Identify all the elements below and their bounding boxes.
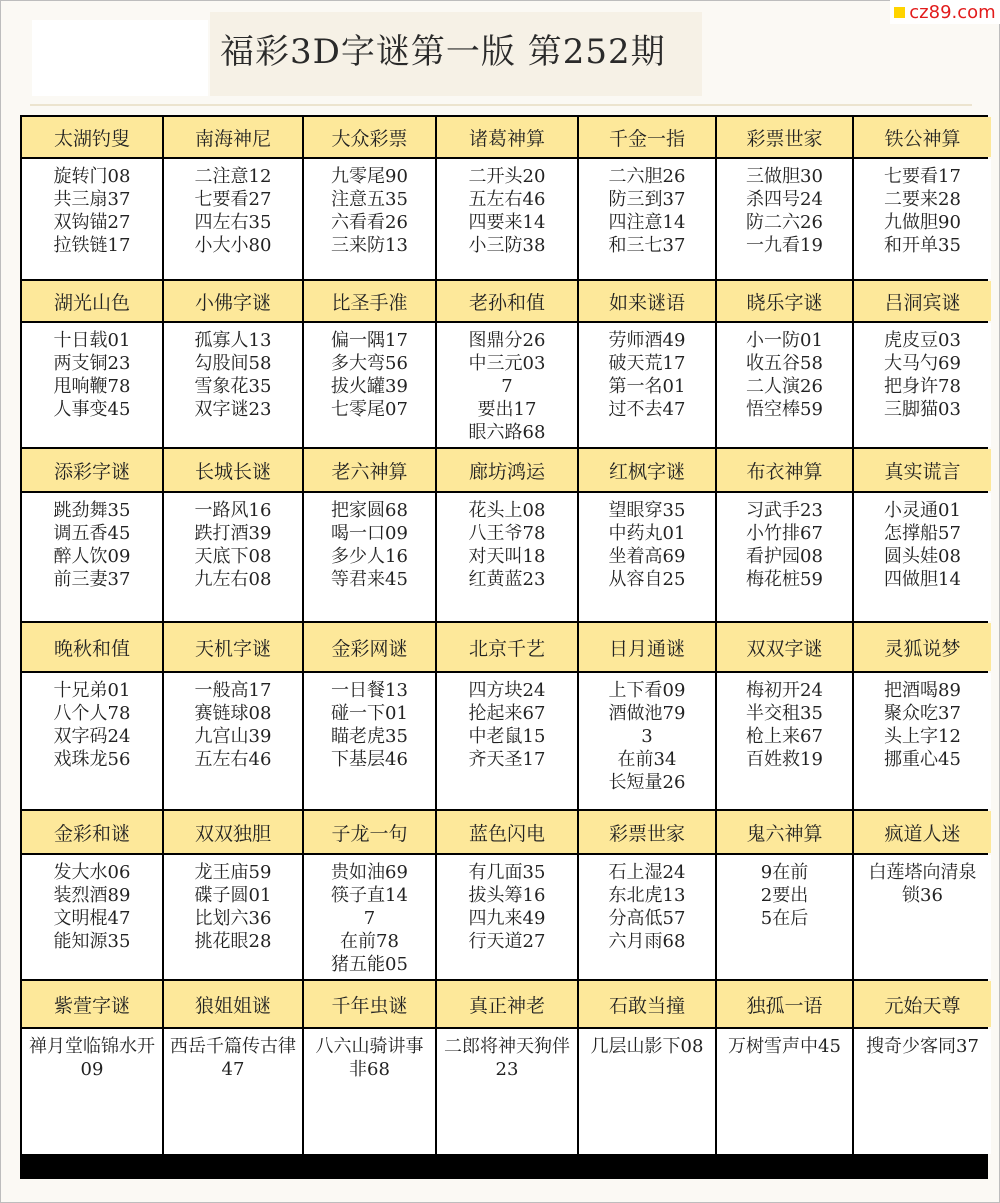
riddle-line: 望眼穿35: [608, 500, 686, 521]
riddle-header: 晓乐字谜: [717, 281, 852, 321]
riddle-line: 习武手23: [746, 500, 823, 521]
riddle-line: 六月雨68: [608, 931, 686, 952]
riddle-header: 如来谜语: [579, 281, 715, 321]
riddle-header: 吕洞宾谜: [854, 281, 991, 321]
riddle-line: 多大弯56: [331, 353, 408, 374]
riddle-line: 三做胆30: [746, 166, 823, 187]
riddle-header: 千年虫谜: [304, 981, 435, 1027]
riddle-cell: [164, 323, 302, 447]
riddle-header: 灵狐说梦: [854, 623, 991, 671]
riddle-cell: [579, 1029, 715, 1154]
riddle-header: 疯道人迷: [854, 811, 991, 853]
riddle-line: 贵如油69: [331, 862, 408, 883]
riddle-line: 赛链球08: [194, 703, 272, 724]
riddle-line: 聚众吃37: [884, 703, 961, 724]
riddle-line: 搜奇少客同37: [866, 1036, 979, 1057]
riddle-line: 小大小80: [194, 235, 272, 256]
riddle-header: 大众彩票: [304, 117, 435, 157]
riddle-line: 装烈酒89: [53, 885, 131, 906]
riddle-line: 二要来28: [884, 189, 961, 210]
riddle-header: 廊坊鸿运: [437, 449, 577, 491]
riddle-cell: [437, 493, 577, 621]
riddle-header: 老六神算: [304, 449, 435, 491]
riddle-cell: [854, 323, 991, 447]
riddle-header: 长城长谜: [164, 449, 302, 491]
riddle-cell: [22, 493, 162, 621]
riddle-header: 天机字谜: [164, 623, 302, 671]
riddle-line: 梅初开24: [746, 680, 823, 701]
riddle-line: 跌打酒39: [194, 523, 272, 544]
riddle-line: 四左右35: [194, 212, 272, 233]
riddle-line: 十兄弟01: [53, 680, 131, 701]
riddle-line: 偏一隅17: [331, 330, 408, 351]
riddle-cell: [437, 323, 577, 447]
riddle-header: 晚秋和值: [22, 623, 162, 671]
riddle-line: 喝一口09: [331, 523, 408, 544]
riddle-line: 2要出: [760, 885, 809, 906]
riddle-line: 等君来45: [331, 569, 408, 590]
riddle-line: 一九看19: [746, 235, 823, 256]
riddle-header: 添彩字谜: [22, 449, 162, 491]
riddle-line: 长短量26: [608, 772, 686, 793]
riddle-line: 红黄蓝23: [468, 569, 546, 590]
riddle-line: 小灵通01: [884, 500, 961, 521]
riddle-header: 狼姐姐谜: [164, 981, 302, 1027]
riddle-header: 南海神尼: [164, 117, 302, 157]
riddle-cell: [717, 1029, 852, 1154]
riddle-header: 鬼六神算: [717, 811, 852, 853]
riddle-line: 双钩锚27: [53, 212, 131, 233]
riddle-line: 分高低57: [608, 908, 686, 929]
riddle-header: 日月通谜: [579, 623, 715, 671]
riddle-line: 雪象花35: [194, 376, 272, 397]
riddle-header: 千金一指: [579, 117, 715, 157]
riddle-cell: [854, 855, 991, 979]
riddle-line: 拔头筹16: [468, 885, 546, 906]
riddle-line: 八六山骑讲事非68: [315, 1036, 424, 1080]
riddle-header: 真实谎言: [854, 449, 991, 491]
riddle-line: 戏珠龙56: [53, 749, 131, 770]
riddle-line: 二注意12: [194, 166, 272, 187]
riddle-line: 醉人饮09: [53, 546, 131, 567]
riddle-header: 紫萱字谜: [22, 981, 162, 1027]
riddle-cell: [579, 159, 715, 279]
riddle-line: 过不去47: [608, 399, 686, 420]
riddle-line: 两支铜23: [53, 353, 131, 374]
riddle-line: 防二六26: [746, 212, 823, 233]
riddle-line: 从容自25: [608, 569, 686, 590]
riddle-line: 禅月堂临锦水开09: [29, 1036, 155, 1080]
riddle-line: 五左右46: [194, 749, 272, 770]
riddle-line: 酒做池79: [608, 703, 686, 724]
riddle-line: 大马勺69: [884, 353, 961, 374]
riddle-line: 中三元03: [468, 353, 546, 374]
riddle-line: 破天荒17: [608, 353, 686, 374]
riddle-cell: [717, 673, 852, 809]
riddle-line: 九做胆90: [884, 212, 961, 233]
riddle-line: 二开头20: [468, 166, 546, 187]
riddle-line: 龙王庙59: [194, 862, 272, 883]
riddle-cell: [717, 855, 852, 979]
riddle-cell: [164, 855, 302, 979]
riddle-header: 真正神老: [437, 981, 577, 1027]
riddle-line: 小三防38: [468, 235, 546, 256]
riddle-line: 眼六路68: [468, 422, 546, 443]
riddle-header: 彩票世家: [579, 811, 715, 853]
riddle-header: 铁公神算: [854, 117, 991, 157]
riddle-header: 石敢当撞: [579, 981, 715, 1027]
riddle-cell: [717, 323, 852, 447]
riddle-line: 对天叫18: [468, 546, 546, 567]
riddle-cell: [164, 1029, 302, 1154]
riddle-header: 老孙和值: [437, 281, 577, 321]
riddle-line: 看护园08: [746, 546, 823, 567]
riddle-line: 调五香45: [53, 523, 131, 544]
title-divider: [30, 104, 972, 106]
riddle-line: 七要看17: [884, 166, 961, 187]
riddle-line: 劳师酒49: [608, 330, 686, 351]
riddle-cell: [579, 323, 715, 447]
riddle-line: 八王爷78: [468, 523, 546, 544]
riddle-cell: [717, 493, 852, 621]
riddle-line: 猪五能05: [331, 954, 408, 975]
riddle-line: 四九来49: [468, 908, 546, 929]
riddle-header: 元始天尊: [854, 981, 991, 1027]
riddle-line: 3: [641, 726, 653, 747]
riddle-line: 七零尾07: [331, 399, 408, 420]
riddle-cell: [22, 855, 162, 979]
riddle-cell: [22, 1029, 162, 1154]
riddle-line: 注意五35: [331, 189, 408, 210]
riddle-cell: [579, 673, 715, 809]
riddle-line: 在前34: [617, 749, 677, 770]
riddle-line: 三脚猫03: [884, 399, 961, 420]
riddle-line: 中药丸01: [608, 523, 686, 544]
riddle-line: 中老鼠15: [468, 726, 546, 747]
riddle-line: 七要看27: [194, 189, 272, 210]
riddle-line: 九零尾90: [331, 166, 408, 187]
riddle-header: 双双字谜: [717, 623, 852, 671]
riddle-line: 一日餐13: [331, 680, 408, 701]
riddle-table: [20, 115, 988, 1179]
riddle-line: 几层山影下08: [590, 1036, 704, 1057]
riddle-line: 有几面35: [468, 862, 546, 883]
riddle-line: 人事变45: [53, 399, 131, 420]
site-logo[interactable]: [890, 0, 1000, 24]
riddle-header: 子龙一句: [304, 811, 435, 853]
riddle-line: 三来防13: [331, 235, 408, 256]
riddle-line: 百姓救19: [746, 749, 823, 770]
riddle-line: 和三七37: [608, 235, 686, 256]
riddle-line: 五左右46: [468, 189, 546, 210]
riddle-cell: [854, 493, 991, 621]
riddle-line: 小一防01: [746, 330, 823, 351]
riddle-header: 彩票世家: [717, 117, 852, 157]
riddle-line: 四注意14: [608, 212, 686, 233]
riddle-line: 一般高17: [194, 680, 272, 701]
riddle-cell: [854, 159, 991, 279]
riddle-cell: [304, 159, 435, 279]
riddle-line: 比划六36: [194, 908, 272, 929]
riddle-cell: [22, 323, 162, 447]
riddle-header: 诸葛神算: [437, 117, 577, 157]
riddle-line: 双字码24: [53, 726, 131, 747]
riddle-line: 抡起来67: [468, 703, 546, 724]
riddle-line: 拔火罐39: [331, 376, 408, 397]
riddle-header: 红枫字谜: [579, 449, 715, 491]
riddle-line: 前三妻37: [53, 569, 131, 590]
riddle-line: 上下看09: [608, 680, 686, 701]
riddle-line: 拉铁链17: [53, 235, 131, 256]
riddle-line: 头上字12: [884, 726, 961, 747]
riddle-line: 杀四号24: [746, 189, 823, 210]
riddle-line: 筷子直14: [331, 885, 408, 906]
riddle-cell: [22, 159, 162, 279]
riddle-line: 半交租35: [746, 703, 823, 724]
title-left-panel: [32, 20, 208, 96]
riddle-line: 下基层46: [331, 749, 408, 770]
riddle-line: 碰一下01: [331, 703, 408, 724]
riddle-line: 能知源35: [53, 931, 131, 952]
riddle-line: 要出17: [477, 399, 537, 420]
riddle-line: 把身许78: [884, 376, 961, 397]
riddle-line: 九左右08: [194, 569, 272, 590]
riddle-cell: [304, 855, 435, 979]
riddle-line: 共三扇37: [53, 189, 131, 210]
riddle-line: 把酒喝89: [884, 680, 961, 701]
riddle-line: 甩响鞭78: [53, 376, 131, 397]
riddle-line: 小竹排67: [746, 523, 823, 544]
riddle-line: 5在后: [760, 908, 809, 929]
riddle-line: 天底下08: [194, 546, 272, 567]
riddle-line: 把家圆68: [331, 500, 408, 521]
riddle-line: 收五谷58: [746, 353, 823, 374]
riddle-cell: [437, 855, 577, 979]
riddle-line: 碟子圆01: [194, 885, 272, 906]
riddle-line: 东北虎13: [608, 885, 686, 906]
riddle-line: 发大水06: [53, 862, 131, 883]
riddle-header: 金彩和谜: [22, 811, 162, 853]
riddle-header: 独孤一语: [717, 981, 852, 1027]
riddle-line: 齐天圣17: [468, 749, 546, 770]
riddle-header: 金彩网谜: [304, 623, 435, 671]
riddle-line: 枪上来67: [746, 726, 823, 747]
riddle-line: 虎皮豆03: [884, 330, 961, 351]
riddle-cell: [854, 673, 991, 809]
page-title: 福彩3D字谜第一版 第252期: [220, 32, 666, 72]
riddle-cell: [304, 1029, 435, 1154]
riddle-line: 二人演26: [746, 376, 823, 397]
riddle-line: 挑花眼28: [194, 931, 272, 952]
riddle-line: 白莲塔向清泉锁36: [868, 862, 977, 906]
riddle-line: 四做胆14: [884, 569, 961, 590]
riddle-line: 四方块24: [468, 680, 546, 701]
riddle-line: 瞄老虎35: [331, 726, 408, 747]
riddle-line: 在前78: [340, 931, 399, 952]
riddle-line: 行天道27: [468, 931, 546, 952]
riddle-line: 跳劲舞35: [53, 500, 131, 521]
riddle-cell: [304, 323, 435, 447]
riddle-line: 圆头娃08: [884, 546, 961, 567]
riddle-line: 二六胆26: [608, 166, 686, 187]
riddle-header: 蓝色闪电: [437, 811, 577, 853]
riddle-header: 双双独胆: [164, 811, 302, 853]
riddle-cell: [854, 1029, 991, 1154]
riddle-cell: [164, 159, 302, 279]
riddle-line: 图鼎分26: [468, 330, 546, 351]
riddle-line: 九宫山39: [194, 726, 272, 747]
logo-text: cz89.com: [909, 1, 996, 23]
riddle-header: 湖光山色: [22, 281, 162, 321]
riddle-line: 花头上08: [468, 500, 546, 521]
riddle-line: 十日载01: [53, 330, 131, 351]
riddle-line: 双字谜23: [194, 399, 272, 420]
riddle-line: 7: [501, 376, 513, 397]
riddle-header: 太湖钓叟: [22, 117, 162, 157]
riddle-header: 小佛字谜: [164, 281, 302, 321]
riddle-cell: [164, 493, 302, 621]
riddle-line: 多少人16: [331, 546, 408, 567]
riddle-line: 挪重心45: [884, 749, 961, 770]
riddle-line: 梅花桩59: [746, 569, 823, 590]
riddle-cell: [717, 159, 852, 279]
riddle-line: 7: [363, 908, 376, 929]
riddle-line: 怎撑船57: [884, 523, 961, 544]
riddle-header: 北京千艺: [437, 623, 577, 671]
riddle-line: 文明棍47: [53, 908, 131, 929]
riddle-line: 石上湿24: [608, 862, 686, 883]
riddle-cell: [22, 673, 162, 809]
riddle-line: 悟空棒59: [746, 399, 823, 420]
logo-square-icon: [894, 7, 905, 18]
riddle-cell: [579, 493, 715, 621]
riddle-cell: [579, 855, 715, 979]
riddle-line: 四要来14: [468, 212, 546, 233]
riddle-line: 9在前: [760, 862, 809, 883]
riddle-cell: [437, 673, 577, 809]
riddle-line: 坐着高69: [608, 546, 686, 567]
riddle-line: 六看看26: [331, 212, 408, 233]
riddle-line: 第一名01: [608, 376, 686, 397]
riddle-cell: [304, 493, 435, 621]
riddle-cell: [437, 1029, 577, 1154]
riddle-line: 孤寡人13: [194, 330, 272, 351]
riddle-line: 勾股间58: [194, 353, 272, 374]
riddle-line: 旋转门08: [53, 166, 131, 187]
riddle-cell: [437, 159, 577, 279]
riddle-header: 布衣神算: [717, 449, 852, 491]
riddle-line: 二郎将神天狗伴23: [444, 1036, 570, 1080]
riddle-line: 一路风16: [194, 500, 272, 521]
riddle-line: 防三到37: [608, 189, 686, 210]
riddle-line: 八个人78: [53, 703, 131, 724]
riddle-header: 比圣手准: [304, 281, 435, 321]
riddle-line: 万树雪声中45: [728, 1036, 841, 1057]
riddle-line: 西岳千篇传古律47: [170, 1036, 296, 1080]
riddle-cell: [164, 673, 302, 809]
riddle-line: 和开单35: [884, 235, 961, 256]
riddle-cell: [304, 673, 435, 809]
